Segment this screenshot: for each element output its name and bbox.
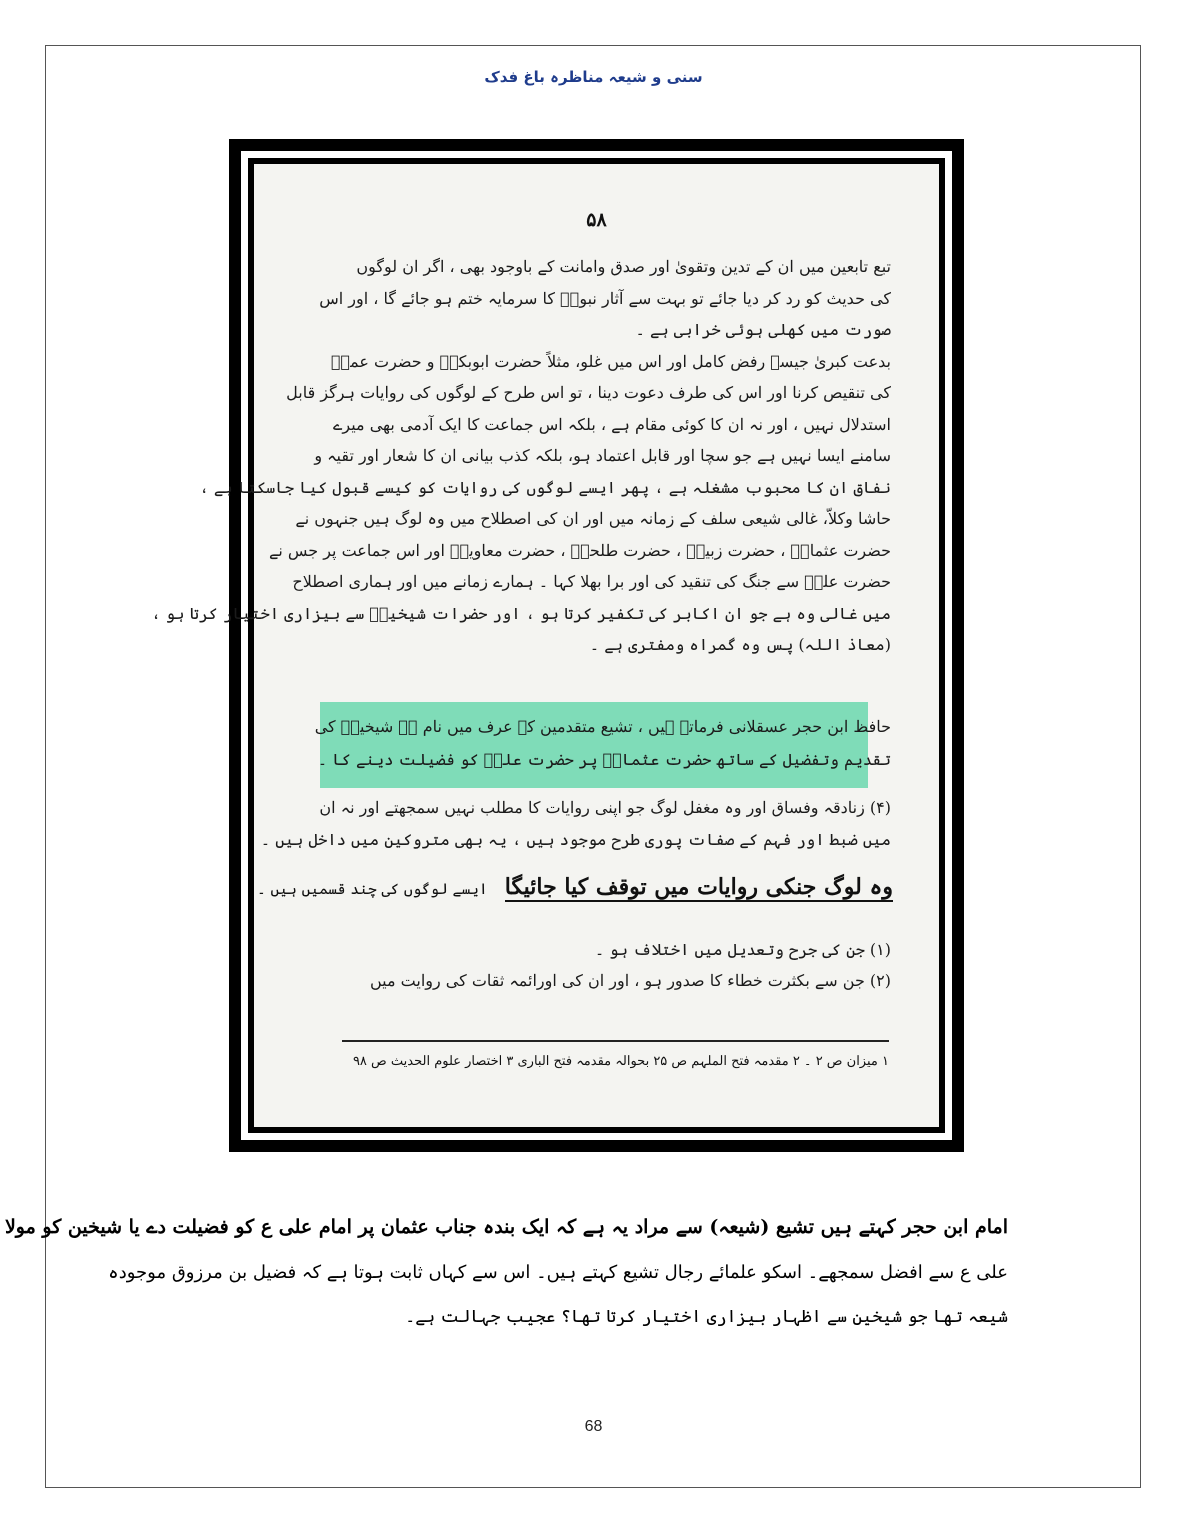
commentary-line: علی ع سے افضل سمجھے۔ اسکو علمائے رجال تشیع کہتے ہیں۔ اس سے کہاں ثابت ہوتا ہے کہ فضیل بن مرزوق موجودہ — [108, 1262, 1008, 1283]
scanned-book-page — [151, 164, 939, 1127]
scan-line: استدلال نہیں ، اور نہ ان کا کوئی مقام ہے ، بلکہ اس جماعت کا ایک آدمی بھی میرے — [333, 414, 891, 434]
footnote-divider — [342, 1040, 889, 1042]
scan-line: میں غالی وہ ہے جو ان اکابر کی تکفیر کرتا ہو ، اور حضرات شیخینؓ سے بیزاری اختیار کرتا ہو ، — [151, 603, 891, 623]
scan-line: نفاق ان کا محبوب مشغلہ ہے ، پھر ایسے لوگوں کی روایات کو کیسے قبول کیا جاسکتا ہے ، — [199, 477, 891, 497]
scan-line: بدعت کبریٰ جیسے رفض کامل اور اس میں غلو، مثلاً حضرت ابوبکرؓ و حضرت عمرؓ — [330, 351, 891, 371]
commentary-line: شیعہ تھا جو شیخین سے اظہار بیزاری اختیار کرتا تھا؟ عجیب جہالت ہے۔ — [405, 1307, 1008, 1327]
list-item: (۲) جن سے بکثرت خطاء کا صدور ہو ، اور ان کی اورائمہ ثقات کی روایت میں — [369, 971, 891, 990]
highlight-line: حافظ ابن حجر عسقلانی فرماتے ہیں ، تشیع متقدمین کے عرف میں نام ہے شیخینؓ کی — [314, 717, 891, 736]
commentary-line: امام ابن حجر کہتے ہیں تشیع (شیعہ) سے مراد یہ ہے کہ ایک بندہ جناب عثمان پر امام علی ع کو فضیلت دے یا شیخین کو مولا — [4, 1216, 1008, 1238]
scan-line: صورت میں کھلی ہوئی خرابی ہے ۔ — [635, 320, 891, 339]
section-heading-subtitle: ایسے لوگوں کی چند قسمیں ہیں ۔ — [256, 880, 488, 898]
scan-post-text — [260, 792, 891, 855]
scan-line: سامنے ایسا نہیں ہے جو سچا اور قابل اعتماد ہو، بلکہ کذب بیانی ان کا شعار اور تقیہ و — [314, 446, 891, 465]
scanned-image-frame — [151, 139, 964, 1152]
footnote: ۱ میزان ص ۲ ۔ ۲ مقدمہ فتح الملہم ص ۲۵ بحوالہ مقدمہ فتح الباری ۳ اختصار علوم الحدیث ص ۹۸ — [352, 1054, 889, 1069]
scan-line: (معاذ اللہ) پس وہ گمراہ ومفتری ہے ۔ — [589, 635, 891, 654]
section-heading — [257, 874, 893, 900]
highlighted-text — [309, 710, 891, 776]
scan-line: تبع تابعین میں ان کے تدین وتقویٰ اور صدق وامانت کے باوجود بھی ، اگر ان لوگوں — [356, 257, 891, 276]
page-number: 68 — [584, 1418, 603, 1435]
scan-line: حضرت عثمانؓ ، حضرت زبیرؓ ، حضرت طلحہؓ ، حضرت معاویہؓ اور اس جماعت پر جس نے — [268, 540, 891, 560]
scan-line: میں ضبط اور فہم کے صفات پوری طرح موجود ہیں ، یہ بھی متروکین میں داخل ہیں ۔ — [260, 829, 891, 849]
section-heading-title: وہ لوگ جنکی روایات میں توقف کیا جائیگا — [504, 874, 893, 900]
scan-list — [309, 934, 891, 996]
list-item: (۱) جن کی جرح وتعدیل میں اختلاف ہو ۔ — [594, 940, 891, 959]
commentary-text — [4, 1203, 1008, 1339]
scan-line: حضرت علیؓ سے جنگ کی تنقید کی اور برا بھلا کہا ۔ ہمارے زمانے میں اور ہماری اصطلاح — [292, 572, 891, 591]
page-title: سنی و شیعہ مناظرہ باغ فدک — [484, 68, 703, 86]
scan-body-text — [151, 251, 891, 661]
scan-line: کی حدیث کو رد کر دیا جائے تو بہت سے آثار نبویؐ کا سرمایہ ختم ہو جائے گا ، اور اس — [319, 288, 891, 308]
scan-page-number: ۵۸ — [586, 209, 607, 231]
scan-line: (۴) زنادقہ وفساق اور وہ مغفل لوگ جو اپنی روایات کا مطلب نہیں سمجھتے اور نہ ان — [319, 798, 891, 817]
highlight-line: تقدیم وتفضیل کے ساتھ حضرت عثمانؓ پر حضرت علیؓ کو فضیلت دینے کا ۔ — [317, 750, 891, 769]
scan-line: کی تنقیص کرنا اور اس کی طرف دعوت دینا ، تو اس طرح کے لوگوں کی روایات ہرگز قابل — [286, 383, 891, 402]
scan-line: حاشا وکلاّ، غالی شیعی سلف کے زمانہ میں اور ان کی اصطلاح میں وہ لوگ ہیں جنہوں نے — [295, 509, 891, 528]
